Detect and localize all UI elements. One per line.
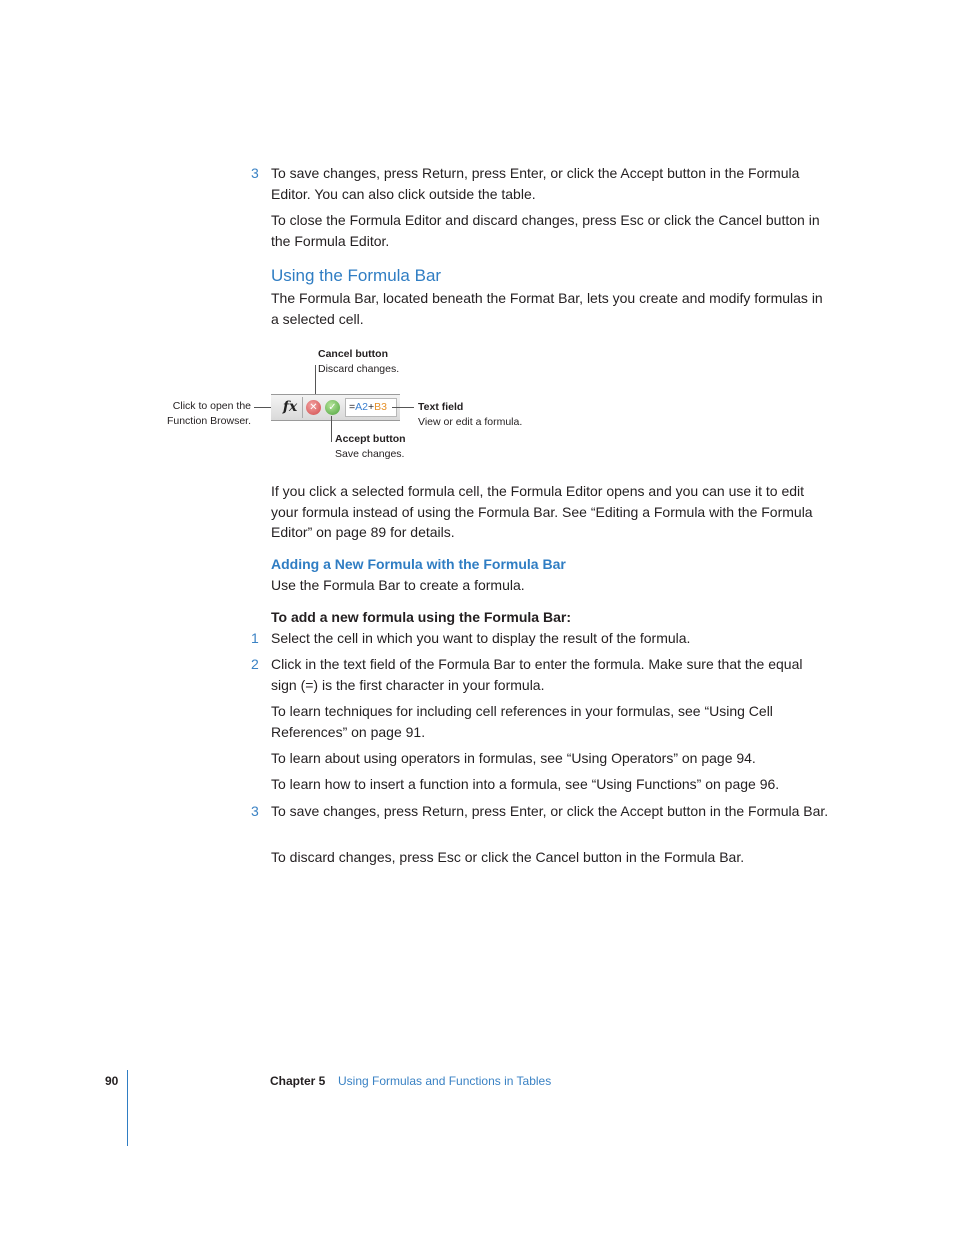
- subsection-heading: Adding a New Formula with the Formula Bar: [271, 556, 566, 572]
- step-text: Click in the text field of the Formula Bar to enter the formula. Make sure that the equal sign (=) is the first character in your formula.: [271, 656, 803, 693]
- callout-title: Accept button: [335, 433, 406, 445]
- paragraph: Use the Formula Bar to create a formula.: [271, 577, 525, 593]
- callout-desc: Save changes.: [335, 447, 405, 460]
- chapter-title: Using Formulas and Functions in Tables: [338, 1074, 552, 1088]
- formula-bar: [271, 394, 400, 421]
- paragraph: To learn techniques for including cell references in your formulas, see “Using Cell References” on page 91.: [271, 703, 773, 740]
- callout-title: Cancel button: [318, 348, 388, 360]
- paragraph: To close the Formula Editor and discard changes, press Esc or click the Cancel button in the Formula Editor.: [271, 212, 820, 249]
- function-browser-icon[interactable]: fx: [278, 397, 303, 418]
- paragraph: The Formula Bar, located beneath the Format Bar, lets you create and modify formulas in a selected cell.: [271, 290, 823, 327]
- callout-title: Text field: [418, 401, 464, 413]
- step-number: 1: [251, 630, 259, 646]
- paragraph: If you click a selected formula cell, the Formula Editor opens and you can use it to edit your formula instead of using the Formula Bar. See “Editing a Formula with the Formula Editor” on page 89 for details.: [271, 483, 813, 540]
- section-heading: Using the Formula Bar: [271, 266, 442, 285]
- callout-line: [392, 407, 414, 408]
- task-title: To add a new formula using the Formula Bar:: [271, 609, 571, 625]
- paragraph: To learn how to insert a function into a formula, see “Using Functions” on page 96.: [271, 776, 780, 792]
- step-number: 3: [251, 165, 259, 181]
- callout-desc: View or edit a formula.: [418, 415, 523, 428]
- footer-divider: [127, 1070, 128, 1146]
- accept-icon[interactable]: ✓: [325, 400, 340, 415]
- chapter-label: Chapter 5: [270, 1074, 326, 1088]
- step-number: 3: [251, 803, 259, 819]
- cancel-callout: [318, 347, 399, 376]
- paragraph: To discard changes, press Esc or click the Cancel button in the Formula Bar.: [271, 849, 745, 865]
- step-number: 2: [251, 656, 259, 672]
- step-text: To save changes, press Return, press Enter, or click the Accept button in the Formula Bar.: [271, 803, 829, 819]
- paragraph: To learn about using operators in formulas, see “Using Operators” on page 94.: [271, 750, 756, 766]
- callout-desc: Click to open the: [172, 400, 251, 412]
- accept-callout: [335, 432, 406, 461]
- page-number: 90: [105, 1074, 119, 1088]
- callout-desc: Discard changes.: [318, 362, 400, 375]
- cancel-icon[interactable]: ✕: [306, 400, 321, 415]
- textfield-callout: [418, 400, 522, 429]
- formula-text-field[interactable]: =A2+B3: [345, 398, 397, 417]
- callout-line: [331, 416, 332, 442]
- step-text: Select the cell in which you want to display the result of the formula.: [271, 630, 691, 646]
- step-text: To save changes, press Return, press Enter, or click the Accept button in the Formula Editor. You can also click outside the table.: [271, 165, 800, 202]
- browser-callout: [140, 399, 251, 428]
- callout-desc: Function Browser.: [166, 414, 251, 427]
